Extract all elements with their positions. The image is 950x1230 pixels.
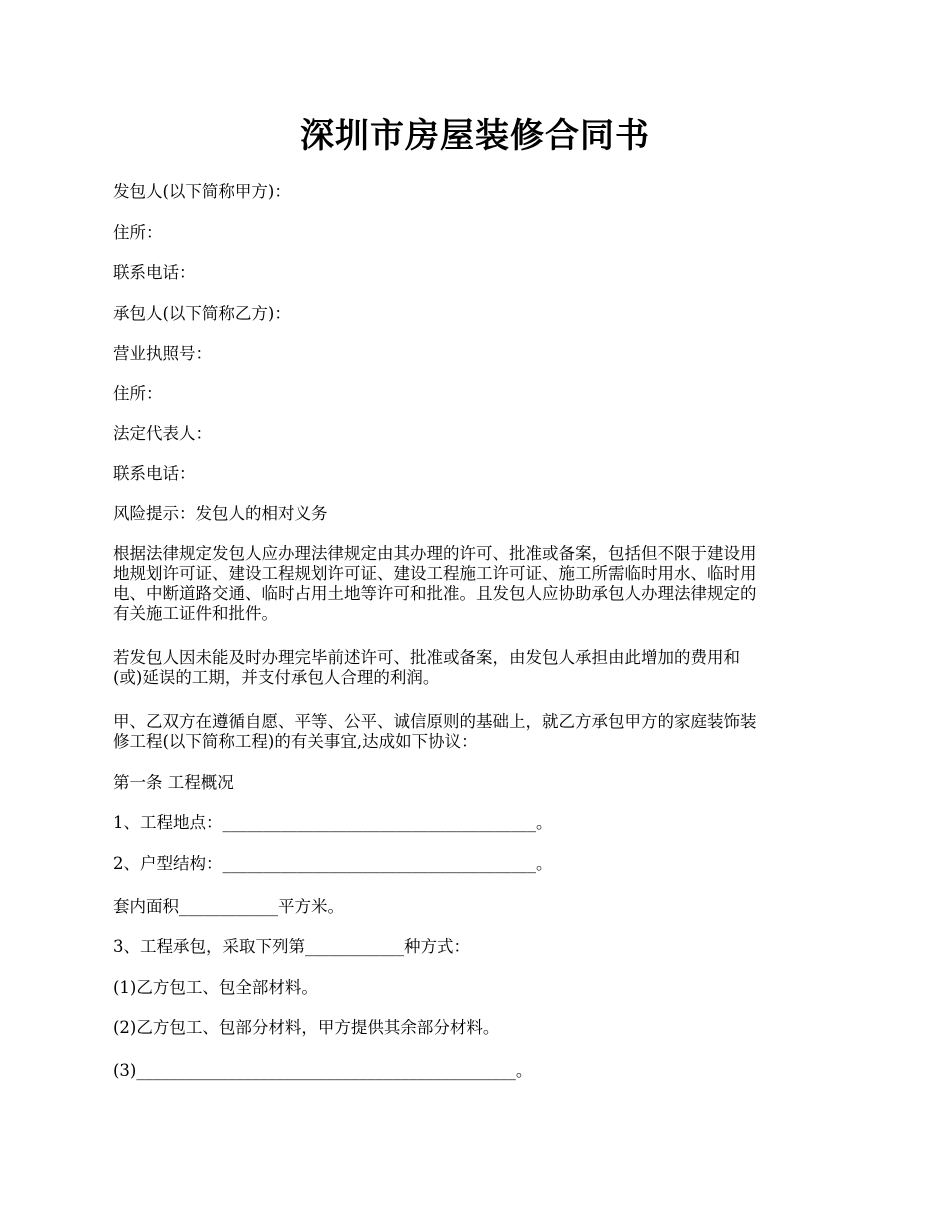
paragraph-agreement: [113, 712, 843, 752]
paragraph-line: 修工程(以下简称工程)的有关事宜,达成如下协议：: [113, 732, 478, 751]
interior-area-line: 套内面积____________平方米。: [113, 897, 344, 916]
paragraph-line: 根据法律规定发包人应办理法律规定由其办理的许可、批准或备案，包括但不限于建设用: [113, 544, 757, 563]
paragraph-line: 有关施工证件和批件。: [113, 604, 278, 623]
project-location-line: 1、工程地点：______________________________________。: [113, 813, 553, 832]
legal-representative-line: 法定代表人：: [113, 424, 212, 443]
employer-address-line: 住所：: [113, 223, 163, 242]
contractor-line: 承包人(以下简称乙方)：: [113, 304, 291, 323]
paragraph-permits: [113, 544, 843, 624]
contractor-address-line: 住所：: [113, 384, 163, 403]
paragraph-line: 地规划许可证、建设工程规划许可证、建设工程施工许可证、施工所需临时用水、临时用: [113, 564, 757, 583]
option-one-line: (1)乙方包工、包全部材料。: [113, 978, 318, 997]
house-layout-line: 2、户型结构：______________________________________。: [113, 854, 553, 873]
employer-phone-line: 联系电话：: [113, 263, 196, 282]
paragraph-line: 若发包人因未能及时办理完毕前述许可、批准或备案，由发包人承担由此增加的费用和: [113, 648, 740, 667]
contract-method-line: 3、工程承包，采取下列第____________种方式：: [113, 937, 470, 956]
employer-line: 发包人(以下简称甲方)：: [113, 182, 291, 201]
paragraph-line: 甲、乙双方在遵循自愿、平等、公平、诚信原则的基础上，就乙方承包甲方的家庭装饰装: [113, 712, 757, 731]
paragraph-line: (或)延误的工期，并支付承包人合理的利润。: [113, 668, 440, 687]
paragraph-line: 电、中断道路交通、临时占用土地等许可和批准。且发包人应协助承包人办理法律规定的: [113, 584, 757, 603]
paragraph-delay: [113, 648, 843, 688]
article-one-heading: 第一条 工程概况: [113, 773, 234, 792]
option-three-line: (3)______________________________________________。: [113, 1061, 533, 1080]
license-number-line: 营业执照号：: [113, 344, 212, 363]
contractor-phone-line: 联系电话：: [113, 464, 196, 483]
risk-tip-line: 风险提示：发包人的相对义务: [113, 504, 328, 523]
document-title: 深圳市房屋装修合同书: [300, 116, 650, 156]
option-two-line: (2)乙方包工、包部分材料，甲方提供其余部分材料。: [113, 1018, 500, 1037]
